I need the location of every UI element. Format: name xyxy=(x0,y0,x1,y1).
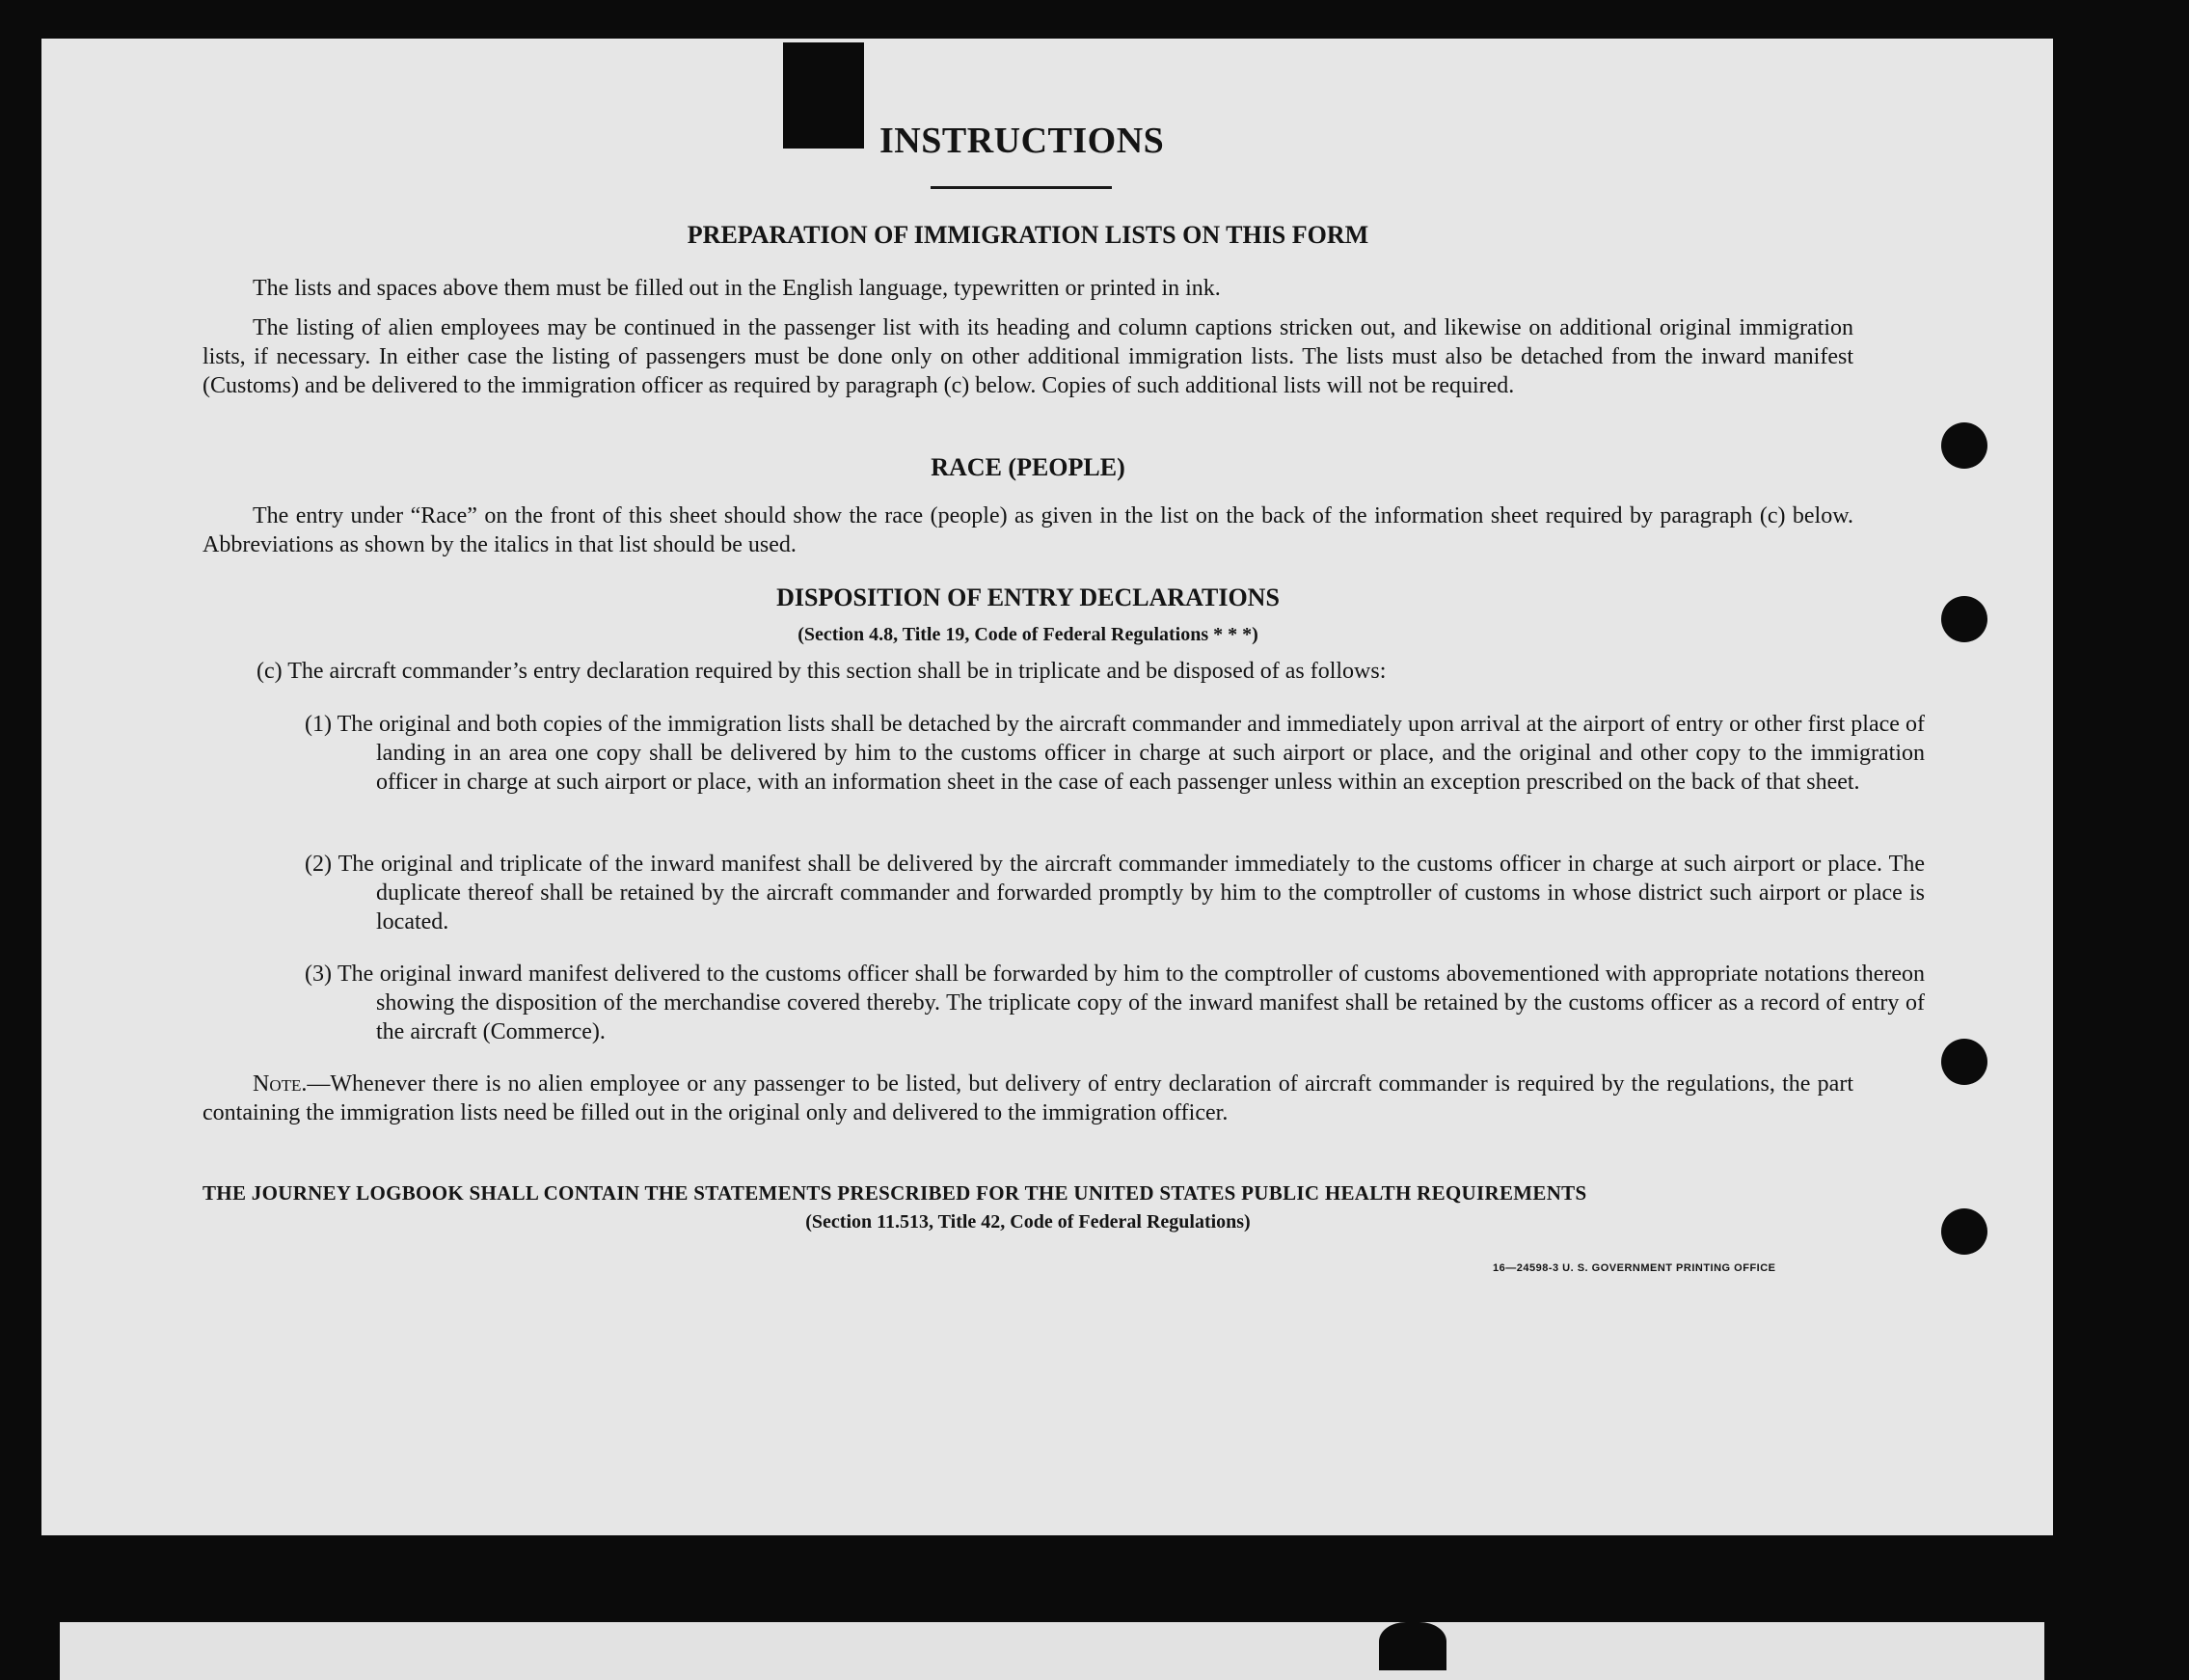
binding-tab-top xyxy=(783,42,864,149)
punch-hole xyxy=(1941,422,1987,469)
section-heading-preparation: PREPARATION OF IMMIGRATION LISTS ON THIS FORM xyxy=(687,221,1369,249)
note-paragraph xyxy=(203,1070,1853,1127)
punch-hole xyxy=(1941,1208,1987,1255)
list-item: (2) The original and triplicate of the inward manifest shall be delivered by the aircraft commander immediately to the customs officer in charge at such airport or place. The duplicate thereof shall be retained by the aircraft commander and forwarded promptly by him to the comptroller of customs in whose district such airport or place is located. xyxy=(305,852,1925,935)
note-text: —Whenever there is no alien employee or any passenger to be listed, but delivery of entry declaration of aircraft commander is required by the regulations, the part containing the immigration lists need be filled out in the original only and delivered to the immigration officer. xyxy=(203,1071,1853,1125)
note-label: Note. xyxy=(253,1071,308,1097)
disposition-citation: (Section 4.8, Title 19, Code of Federal Regulations * * *) xyxy=(797,624,1258,645)
section-heading-disposition: DISPOSITION OF ENTRY DECLARATIONS xyxy=(776,583,1280,611)
title-divider xyxy=(931,186,1112,189)
paragraph-listing: The listing of alien employees may be continued in the passenger list with its heading and column captions stricken out, and likewise on additional original immigration lists, if necessary. In either case the listing of passengers must be done only on other additional immigration lists. The lists must also be detached from the inward manifest (Customs) and be delivered to the immigration officer as required by paragraph (c) below. Copies of such additional lists will not be required. xyxy=(203,315,1853,398)
list-item: (3) The original inward manifest delivered to the customs officer shall be forwarded by him to the comptroller of customs abovementioned with appropriate notations thereon showing the disposition of the merchandise covered thereby. The triplicate copy of the inward manifest shall be retained by the customs officer as a record of entry of the aircraft (Commerce). xyxy=(305,962,1925,1044)
list-item: (1) The original and both copies of the immigration lists shall be detached by the aircraft commander and immediately upon arrival at the airport of entry or other first place of landing in an area one copy shall be delivered by him to the customs officer in charge at such airport or place, and the original and other copy to the immigration officer in charge at such airport or place, with an information sheet in the case of each passenger unless within an exception prescribed on the back of that sheet. xyxy=(305,712,1925,795)
footer-citation: (Section 11.513, Title 42, Code of Federal Regulations) xyxy=(805,1211,1251,1233)
paragraph-language: The lists and spaces above them must be filled out in the English language, typewritten or printed in ink. xyxy=(253,276,1221,301)
printing-imprint: 16—24598-3 U. S. GOVERNMENT PRINTING OFFICE xyxy=(1493,1262,1776,1274)
page-title: INSTRUCTIONS xyxy=(879,121,1165,161)
binding-tab-bottom xyxy=(1379,1622,1446,1670)
next-page-edge xyxy=(60,1622,2044,1680)
paragraph-c-lead: (c) The aircraft commander’s entry declaration required by this section shall be in triplicate and be disposed of as follows: xyxy=(257,659,1387,684)
paragraph-race: The entry under “Race” on the front of this sheet should show the race (people) as given in the list on the back of the information sheet required by paragraph (c) below. Abbreviations as shown by the italics in that list should be used. xyxy=(203,503,1853,557)
punch-hole xyxy=(1941,596,1987,642)
section-heading-race: RACE (PEOPLE) xyxy=(931,453,1125,481)
punch-hole xyxy=(1941,1039,1987,1085)
footer-statement: THE JOURNEY LOGBOOK SHALL CONTAIN THE STATEMENTS PRESCRIBED FOR THE UNITED STATES PUBLIC HEALTH REQUIREMENTS xyxy=(203,1181,1587,1205)
